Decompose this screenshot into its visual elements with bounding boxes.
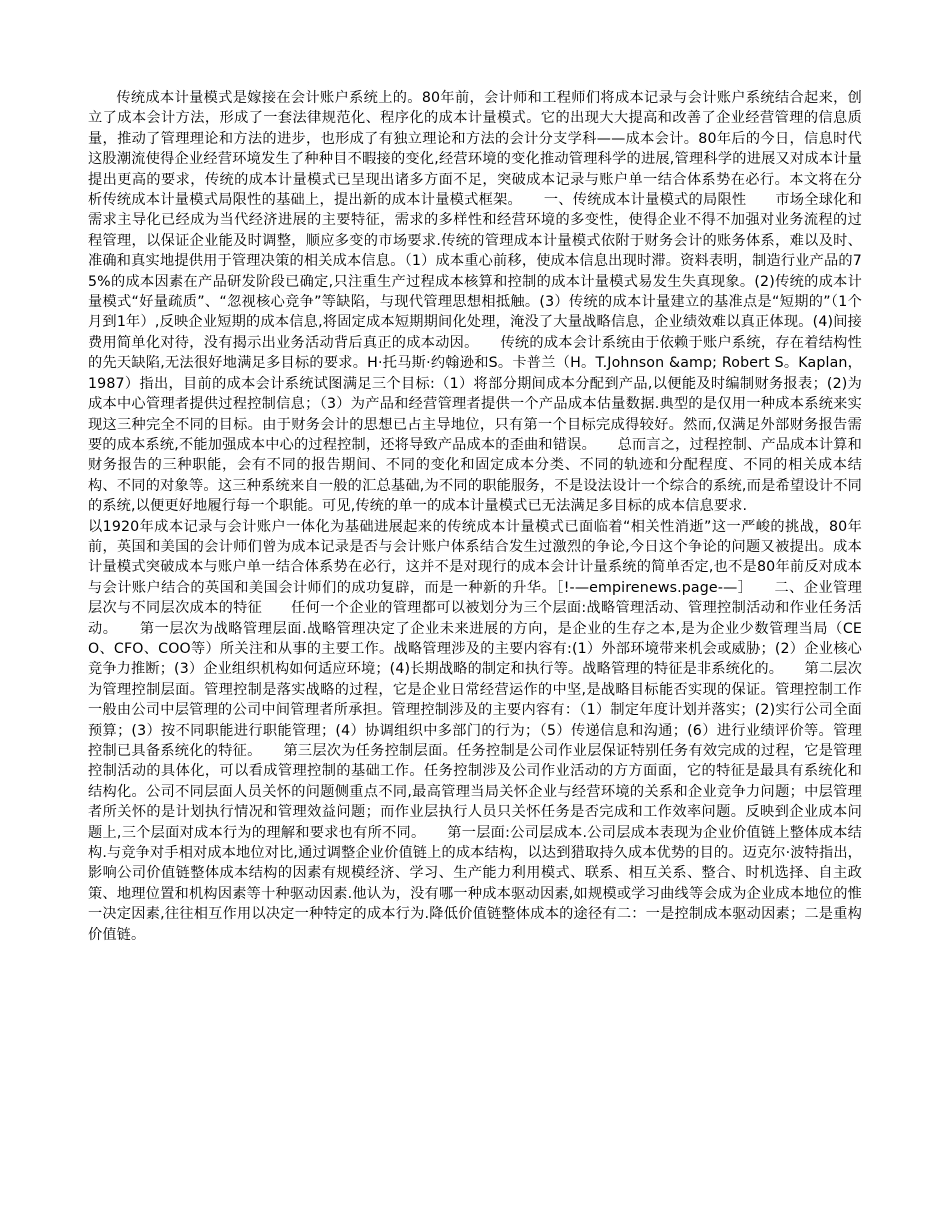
paragraph-2: 以1920年成本记录与会计账户一体化为基础进展起来的传统成本计量模式已面临着“相关性消逝”这一严峻的挑战，80年前，英国和美国的会计师们曾为成本记录是否与会计账户体系结合发生过激烈的争论,今日这个争论的问题又被提出。成本计量模式突破成本与账户单一结合体系势在必行，这并不是对现行的成本会计计量系统的简单否定,也不是80年前反对成本与会计账户结合的英国和美国会计师们的成功复辟，而是一种新的升华。［!-—empirenews.page-—］ 二、企业管理层次与不同层次成本的特征 任何一个企业的管理都可以被划分为三个层面:战略管理活动、管理控制活动和作业任务活动。 第一层次为战略管理层面.战略管理决定了企业未来进展的方向，是企业的生存之本,是为企业少数管理当局（CEO、CFO、COO等）所关注和从事的主要工作。战略管理涉及的主要内容有:(1）外部环境带来机会或威胁；(2）企业核心竞争力推断；(3）企业组织机构如何适应环境；(4)长期战略的制定和执行等。战略管理的特征是非系统化的。 第二层次为管理控制层面。管理控制是落实战略的过程，它是企业日常经营运作的中坚,是战略目标能否实现的保证。管理控制工作一般由公司中层管理的公司中间管理者所承担。管理控制涉及的主要内容有：（1）制定年度计划并落实；(2)实行公司全面预算；(3）按不同职能进行职能管理；(4）协调组织中多部门的行为；（5）传递信息和沟通；(6）进行业绩评价等。管理控制已具备系统化的特征。 第三层次为任务控制层面。任务控制是公司作业层保证特别任务有效完成的过程，它是管理控制活动的具体化，可以看成管理控制的基础工作。任务控制涉及公司作业活动的方方面面，它的特征是最具有系统化和结构化。公司不同层面人员关怀的问题侧重点不同,最高管理当局关怀企业与经营环境的关系和企业竞争力问题；中层管理者所关怀的是计划执行情况和管理效益问题；而作业层执行人员只关怀任务是否完成和工作效率问题。反映到企业成本问题上,三个层面对成本行为的理解和要求也有所不同。 第一层面:公司层成本.公司层成本表现为企业价值链上整体成本结构.与竞争对手相对成本地位对比,通过调整企业价值链上的成本结构，以达到猎取持久成本优势的目的。迈克尔·波特指出，影响公司价值链整体成本结构的因素有规模经济、学习、生产能力利用模式、联系、相互关系、整合、时机选择、自主政策、地理位置和机构因素等十种驱动因素.他认为，没有哪一种成本驱动因素,如规模或学习曲线等会成为企业成本地位的惟一决定因素,往往相互作用以决定一种特定的成本行为.降低价值链整体成本的途径有二：一是控制成本驱动因素；二是重构价值链。 bbox=[88, 518, 862, 943]
document-page bbox=[88, 88, 862, 945]
paragraph-1: 传统成本计量模式是嫁接在会计账户系统上的。80年前，会计师和工程师们将成本记录与会计账户系统结合起来，创立了成本会计方法，形成了一套法律规范化、程序化的成本计量模式。它的出现大大提高和改善了企业经营管理的信息质量，推动了管理理论和方法的进步，也形成了有独立理论和方法的会计分支学科——成本会计。80年后的今日，信息时代这股潮流使得企业经营环境发生了种种目不暇接的变化,经营环境的变化推动管理科学的进展,管理科学的进展又对成本计量提出更高的要求，传统的成本计量模式已呈现出诸多方面不足，突破成本记录与账户单一结合体系势在必行。本文将在分析传统成本计量模式局限性的基础上，提出新的成本计量模式框架。 一、传统成本计量模式的局限性 市场全球化和需求主导化已经成为当代经济进展的主要特征，需求的多样性和经营环境的多变性，使得企业不得不加强对业务流程的过程管理，以保证企业能及时调整，顺应多变的市场要求.传统的管理成本计量模式依附于财务会计的账务体系，难以及时、准确和真实地提供用于管理决策的相关成本信息。（1）成本重心前移，使成本信息出现时滞。资料表明，制造行业产品的75%的成本因素在产品研发阶段已确定,只注重生产过程成本核算和控制的成本计量模式易发生失真现象。(2)传统的成本计量模式“好量疏质”、“忽视核心竞争”等缺陷，与现代管理思想相抵触。(3）传统的成本计量建立的基准点是“短期的”（1个月到1年）,反映企业短期的成本信息,将固定成本短期期间化处理，淹没了大量战略信息，企业绩效难以真正体现。(4)间接费用简单化对待，没有揭示出业务活动背后真正的成本动因。 传统的成本会计系统由于依赖于账户系统，存在着结构性的先天缺陷,无法很好地满足多目标的要求。H·托马斯·约翰逊和S。卡普兰（H。T.Johnson &amp; Robert S。Kaplan，1987）指出，目前的成本会计系统试图满足三个目标:（1）将部分期间成本分配到产品,以便能及时编制财务报表；(2)为成本中心管理者提供过程控制信息；（3）为产品和经营管理者提供一个产品成本估量数据.典型的是仅用一种成本系统来实现这三种完全不同的目标。由于财务会计的思想已占主导地位，只有第一个目标完成得较好。然而,仅满足外部财务报告需要的成本系统,不能加强成本中心的过程控制，还将导致产品成本的歪曲和错误。 总而言之，过程控制、产品成本计算和财务报告的三种职能，会有不同的报告期间、不同的变化和固定成本分类、不同的轨迹和分配程度、不同的相关成本结构、不同的对象等。这三种系统来自一般的汇总基础,为不同的职能服务，不是设法设计一个综合的系统,而是希望设计不同的系统,以便更好地履行每一个职能。可见,传统的单一的成本计量模式已无法满足多目标的成本信息要求. bbox=[88, 90, 862, 515]
